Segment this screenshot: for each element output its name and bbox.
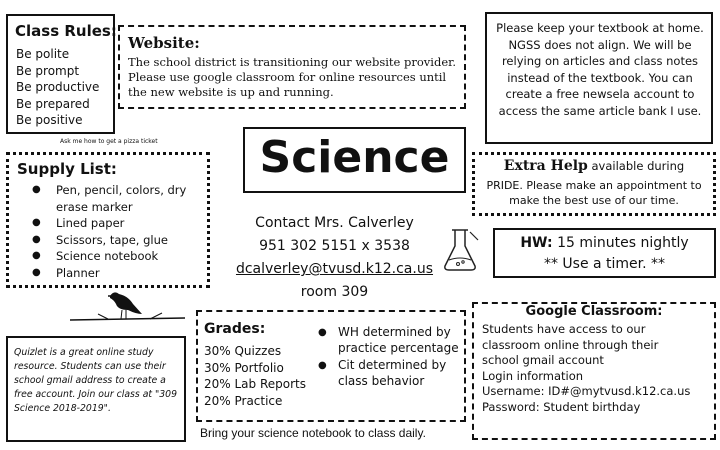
page-title: Science (259, 132, 450, 183)
extra-help-heading (476, 158, 712, 174)
grade-item: 20% Practice (204, 393, 283, 408)
grade-item: 20% Lab Reports (204, 377, 306, 391)
rule-item: Be prompt (16, 63, 80, 78)
contact-email[interactable]: dcalverley@tvusd.k12.ca.us (235, 261, 434, 277)
supply-item: ● Scissors, tape, glue (32, 232, 202, 249)
rule-item: Be polite (16, 47, 70, 61)
extra-help-tail: available during (587, 159, 685, 173)
classroom-title: Google Classroom: (480, 304, 708, 319)
textbook-body: Please keep your textbook at home. NGSS does not align. We will be relying on articles and class notes instead of the textbook. You can create a free newsela account to access the same article bank I use. (496, 21, 704, 118)
classroom-line: Login information (482, 368, 584, 383)
rule-item: Be positive (16, 113, 83, 127)
classroom-lines (482, 322, 690, 415)
classroom-line: Password: Student birthday (482, 399, 641, 414)
contact-room: room 309 (300, 284, 369, 300)
rule-item: Be prepared (16, 96, 90, 111)
grades-list (204, 343, 306, 409)
supply-item: ● Science notebook (32, 248, 202, 265)
rule-item: Be productive (16, 80, 100, 94)
hw-line2: ** Use a timer. ** (543, 256, 666, 272)
extra-help-title: Extra Help (503, 158, 588, 174)
grade-item: 30% Quizzes (204, 344, 282, 358)
supply-item: ● Lined paper (32, 215, 202, 232)
classroom-line: Students have access to our (482, 322, 646, 336)
bird-on-branch-image (70, 284, 185, 334)
supply-title: Supply List: (17, 160, 117, 178)
supply-list (32, 182, 202, 281)
grade-note: ● WH determined by practice percentage (318, 325, 460, 356)
grade-note: ● Cit determined by class behavior (318, 358, 460, 389)
class-rules-title: Class Rules: (15, 22, 117, 40)
grades-notes (318, 325, 460, 389)
grades-title: Grades: (204, 321, 266, 337)
grades-footer: Bring your science notebook to class daily. (200, 426, 426, 440)
website-body: The school district is transitioning our website provider. Please use google classroom for online resources until the new website is up and running. (128, 55, 457, 99)
supply-item: ● Pen, pencil, colors, dry erase marker (32, 182, 202, 215)
class-rules-list (16, 46, 99, 129)
hw-text: 15 minutes nightly (552, 235, 689, 251)
classroom-line: classroom online through their (482, 337, 659, 352)
quizlet-body: Quizlet is a great online study resource. Students can use their school gmail address to create a free account. Join our class at "309 Science 2018-2019". (14, 347, 178, 414)
lab-flask-icon (440, 226, 480, 274)
website-title: Website: (128, 34, 200, 52)
hw-line1 (497, 235, 712, 251)
extra-help-body: PRIDE. Please make an appointment to make the best use of our time. (486, 179, 702, 207)
grade-item: 30% Portfolio (204, 360, 284, 375)
contact-phone: 951 302 5151 x 3538 (259, 238, 410, 254)
classroom-line: Username: ID#@mytvusd.k12.ca.us (482, 384, 691, 398)
hw-label: HW: (520, 235, 553, 251)
pizza-note: Ask me how to get a pizza ticket (60, 138, 158, 145)
classroom-line: school gmail account (482, 353, 604, 367)
contact-name: Contact Mrs. Calverley (255, 215, 414, 231)
supply-item: ● Planner (32, 265, 202, 282)
